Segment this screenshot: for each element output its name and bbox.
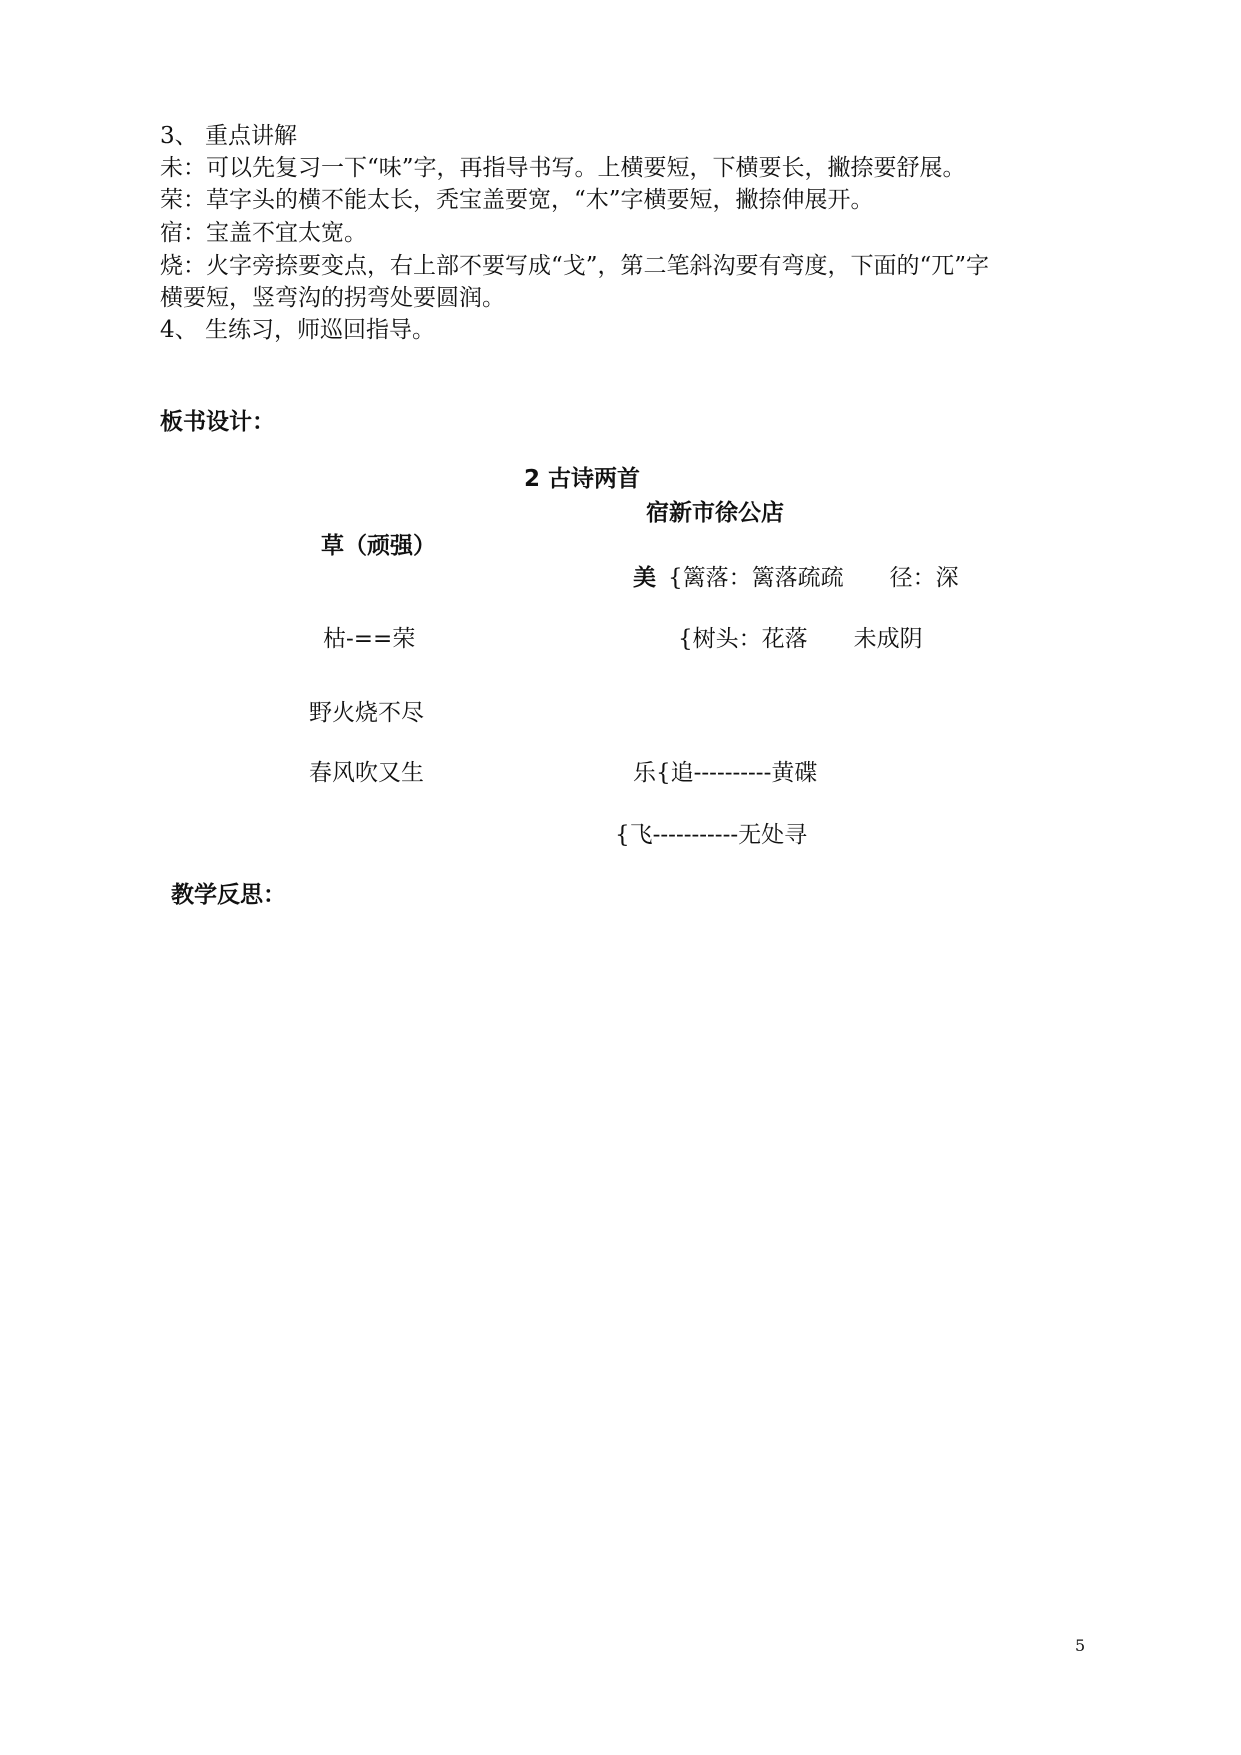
theme-mei: 美 [633,565,656,591]
board-design-heading: 板书设计： [160,409,275,435]
mei-detail-line-1: {篱落：篱落疏疏 径：深 [668,565,959,591]
note-su: 宿：宝盖不宜太宽。 [160,220,367,246]
teaching-reflection-heading: 教学反思： [171,882,286,908]
step-4-practice: 4、 生练习，师巡回指导。 [160,317,435,343]
poem-1-line-1: 枯-==荣 [323,626,416,652]
note-shao-line-2: 横要短，竖弯沟的拐弯处要圆润。 [160,285,505,311]
note-shao-line-1: 烧：火字旁捺要变点，右上部不要写成“戈”，第二笔斜沟要有弯度，下面的“兀”字 [160,253,990,279]
poem-1-line-2: 野火烧不尽 [309,700,424,726]
poem-1-line-3: 春风吹又生 [309,760,424,786]
lesson-title: 2 古诗两首 [524,466,641,492]
le-detail-line-2: {飞-----------无处寻 [615,822,808,848]
step-3-heading: 3、 重点讲解 [160,123,297,149]
page-number: 5 [1075,1636,1086,1655]
note-wei: 未：可以先复习一下“味”字，再指导书写。上横要短，下横要长，撇捺要舒展。 [160,155,966,181]
note-rong: 荣：草字头的横不能太长，秃宝盖要宽，“木”字横要短，撇捺伸展开。 [160,187,874,213]
mei-detail-line-2: {树头：花落 未成阴 [678,626,923,652]
poem-2-title: 宿新市徐公店 [646,500,784,526]
poem-1-title: 草（顽强） [321,533,436,559]
le-detail-line-1: 乐{追----------黄碟 [633,760,818,786]
